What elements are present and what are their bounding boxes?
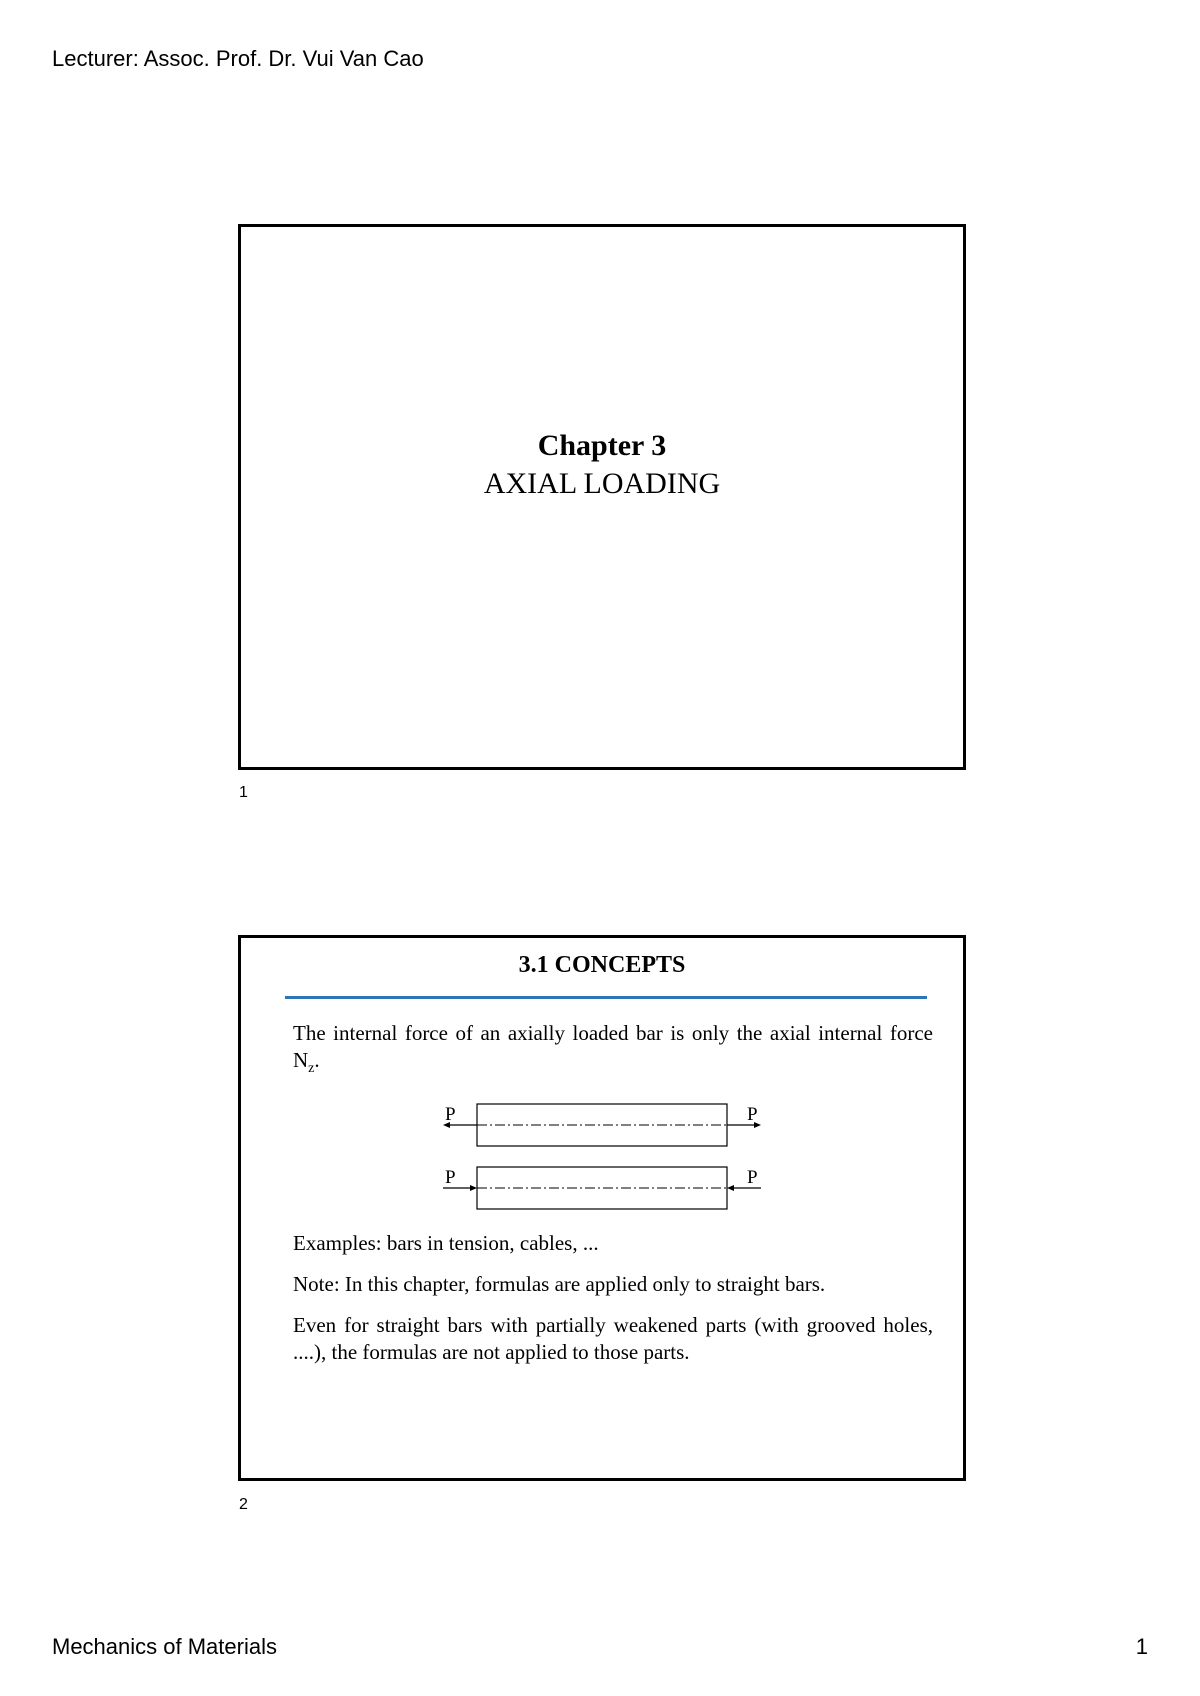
compression-left-arrowhead xyxy=(470,1185,477,1191)
weakened-parts-paragraph: Even for straight bars with partially weakened parts (with grooved holes, ....), the formulas are not applied to those parts. xyxy=(293,1313,933,1364)
slide-2 xyxy=(238,935,966,1481)
compression-right-label: P xyxy=(747,1167,758,1188)
slide-1 xyxy=(238,224,966,770)
intro-subscript: z xyxy=(308,1061,315,1077)
tension-right-label: P xyxy=(747,1104,758,1125)
intro-end: . xyxy=(314,1048,320,1072)
compression-right-arrowhead xyxy=(727,1185,734,1191)
tension-left-label: P xyxy=(445,1104,456,1125)
axial-bar-diagram xyxy=(441,1098,771,1218)
chapter-heading: Chapter 3 xyxy=(537,429,667,462)
note-paragraph: Note: In this chapter, formulas are applied only to straight bars. xyxy=(293,1272,826,1296)
chapter-title-block xyxy=(241,427,963,503)
chapter-title: AXIAL LOADING xyxy=(483,467,721,500)
compression-left-label: P xyxy=(445,1167,456,1188)
intro-paragraph xyxy=(293,1020,933,1082)
lecturer-header: Lecturer: Assoc. Prof. Dr. Vui Van Cao xyxy=(52,46,424,71)
slide-number: 1 xyxy=(239,784,248,801)
slide-number: 2 xyxy=(239,1496,248,1513)
page-number: 1 xyxy=(1135,1634,1148,1659)
course-footer: Mechanics of Materials xyxy=(52,1634,277,1659)
title-underline xyxy=(285,996,927,999)
examples-paragraph: Examples: bars in tension, cables, ... xyxy=(293,1231,599,1255)
section-title: 3.1 CONCEPTS xyxy=(518,952,686,978)
intro-text: The internal force of an axially loaded bar is only the axial internal force N xyxy=(293,1021,933,1072)
